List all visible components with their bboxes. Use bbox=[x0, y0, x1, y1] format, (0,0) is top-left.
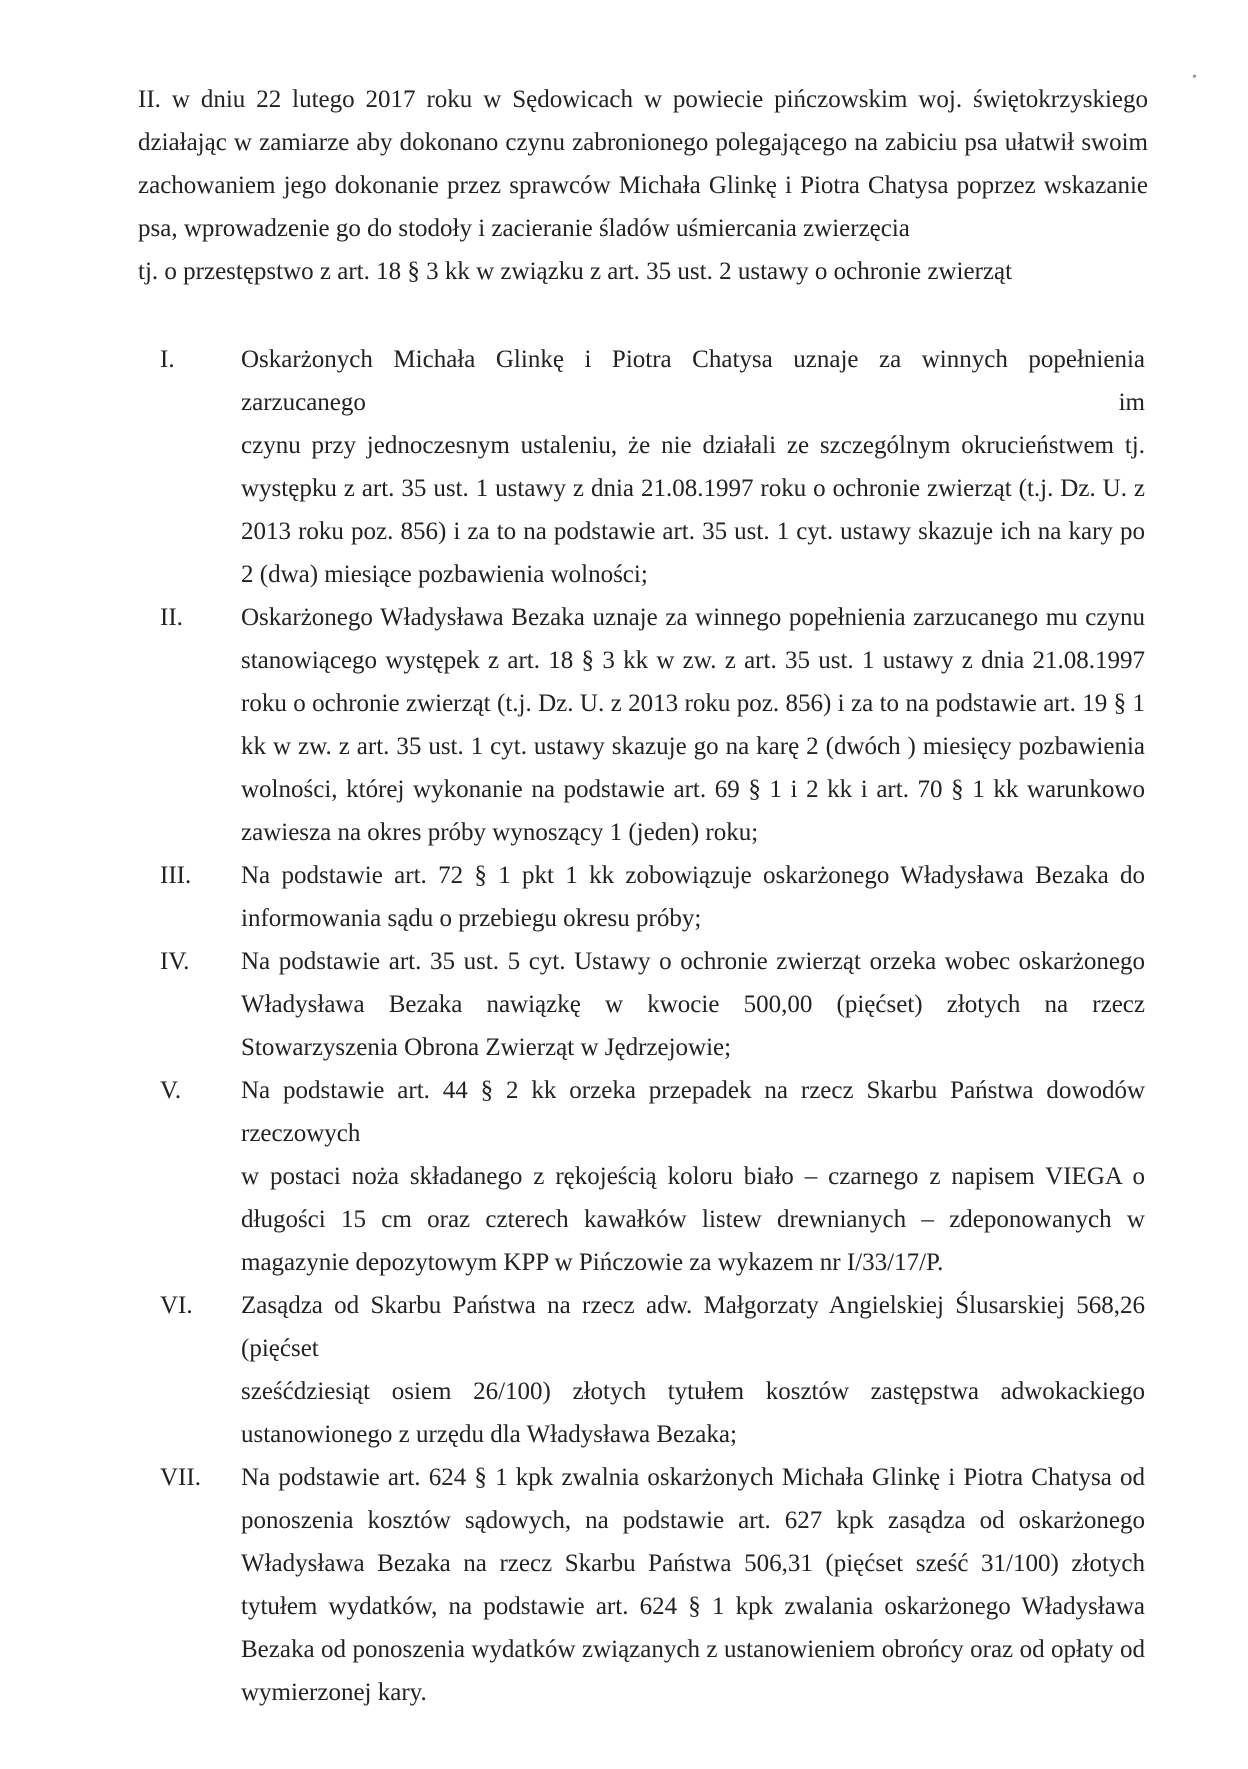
verdict-item-vii bbox=[160, 1456, 1145, 1714]
item-first-line: Na podstawie art. 35 ust. 5 cyt. Ustawy o ochronie zwierząt orzeka wobec oskarżonego bbox=[241, 948, 1145, 975]
item-continuation: Władysława Bezaka nawiązkę w kwocie 500,00 (pięćset) złotych na rzecz Stowarzyszenia Obrona Zwierząt w Jędrzejowie; bbox=[241, 991, 1145, 1061]
item-continuation: informowania sądu o przebiegu okresu próby; bbox=[241, 905, 702, 932]
item-first-line: Na podstawie art. 72 § 1 pkt 1 kk zobowiązuje oskarżonego Władysława Bezaka do bbox=[241, 862, 1145, 889]
charge-paragraph bbox=[138, 78, 1148, 293]
item-first-line: Na podstawie art. 624 § 1 kpk zwalnia oskarżonych Michała Glinkę i Piotra Chatysa od bbox=[241, 1464, 1145, 1491]
item-text bbox=[241, 596, 1145, 854]
item-text bbox=[241, 1284, 1145, 1456]
verdict-item-iii bbox=[160, 854, 1145, 940]
item-continuation: w postaci noża składanego z rękojeścią koloru biało – czarnego z napisem VIEGA o długości 15 cm oraz czterech kawałków listew drewnianych – zdeponowanych w magazynie depozytowym KPP w Pińczowie za wykazem nr I/33/17/P. bbox=[241, 1163, 1145, 1276]
item-number: II. bbox=[160, 604, 183, 631]
item-text bbox=[241, 338, 1145, 596]
verdict-item-i bbox=[160, 338, 1145, 596]
item-text bbox=[241, 1069, 1145, 1284]
charge-line: II. w dniu 22 lutego 2017 roku w Sędowicach w powiecie pińczowskim woj. świętokrzyskiego bbox=[138, 86, 1148, 113]
item-number: IV. bbox=[160, 948, 190, 975]
verdict-list bbox=[160, 338, 1145, 1714]
verdict-item-iv bbox=[160, 940, 1145, 1069]
item-text bbox=[241, 1456, 1145, 1714]
scan-mark: • bbox=[1192, 70, 1197, 85]
charge-line: psa, wprowadzenie go do stodoły i zacieranie śladów uśmiercania zwierzęcia bbox=[138, 215, 910, 242]
item-first-line: Zasądza od Skarbu Państwa na rzecz adw. Małgorzaty Angielskiej Ślusarskiej 568,26 (pięćset bbox=[241, 1292, 1145, 1362]
item-number: VII. bbox=[160, 1464, 201, 1491]
item-first-line: Oskarżonych Michała Glinkę i Piotra Chatysa uznaje za winnych popełnienia zarzucanego im bbox=[241, 346, 1145, 416]
charge-legal-basis: tj. o przestępstwo z art. 18 § 3 kk w związku z art. 35 ust. 2 ustawy o ochronie zwierząt bbox=[138, 258, 1013, 285]
item-continuation: czynu przy jednoczesnym ustaleniu, że nie działali ze szczególnym okrucieństwem tj. występku z art. 35 ust. 1 ustawy z dnia 21.08.1997 roku o ochronie zwierząt (t.j. Dz. U. z 2013 roku poz. 856) i za to na podstawie art. 35 ust. 1 cyt. ustawy skazuje ich na kary po 2 (dwa) miesiące pozbawienia wolności; bbox=[241, 432, 1145, 588]
item-number: I. bbox=[160, 346, 175, 373]
item-continuation: sześćdziesiąt osiem 26/100) złotych tytułem kosztów zastępstwa adwokackiego ustanowionego z urzędu dla Władysława Bezaka; bbox=[241, 1378, 1145, 1448]
verdict-item-v bbox=[160, 1069, 1145, 1284]
item-continuation: stanowiącego występek z art. 18 § 3 kk w zw. z art. 35 ust. 1 ustawy z dnia 21.08.1997 roku o ochronie zwierząt (t.j. Dz. U. z 2013 roku poz. 856) i za to na podstawie art. 19 § 1 kk w zw. z art. 35 ust. 1 cyt. ustawy skazuje go na karę 2 (dwóch ) miesięcy pozbawienia wolności, której wykonanie na podstawie art. 69 § 1 i 2 kk i art. 70 § 1 kk warunkowo zawiesza na okres próby wynoszący 1 (jeden) roku; bbox=[241, 647, 1145, 846]
item-number: VI. bbox=[160, 1292, 193, 1319]
verdict-item-ii bbox=[160, 596, 1145, 854]
charge-line: zachowaniem jego dokonanie przez sprawców Michała Glinkę i Piotra Chatysa poprzez wskazanie bbox=[138, 172, 1148, 199]
item-text bbox=[241, 854, 1145, 940]
item-continuation: ponoszenia kosztów sądowych, na podstawie art. 627 kpk zasądza od oskarżonego Władysława Bezaka na rzecz Skarbu Państwa 506,31 (pięćset sześć 31/100) złotych tytułem wydatków, na podstawie art. 624 § 1 kpk zwalania oskarżonego Władysława Bezaka od ponoszenia wydatków związanych z ustanowieniem obrońcy oraz od opłaty od wymierzonej kary. bbox=[241, 1507, 1145, 1706]
charge-line: działając w zamiarze aby dokonano czynu zabronionego polegającego na zabiciu psa ułatwił swoim bbox=[138, 129, 1148, 156]
item-number: V. bbox=[160, 1077, 182, 1104]
item-first-line: Oskarżonego Władysława Bezaka uznaje za winnego popełnienia zarzucanego mu czynu bbox=[241, 604, 1145, 631]
verdict-item-vi bbox=[160, 1284, 1145, 1456]
item-text bbox=[241, 940, 1145, 1069]
item-first-line: Na podstawie art. 44 § 2 kk orzeka przepadek na rzecz Skarbu Państwa dowodów rzeczowych bbox=[241, 1077, 1145, 1147]
item-number: III. bbox=[160, 862, 192, 889]
